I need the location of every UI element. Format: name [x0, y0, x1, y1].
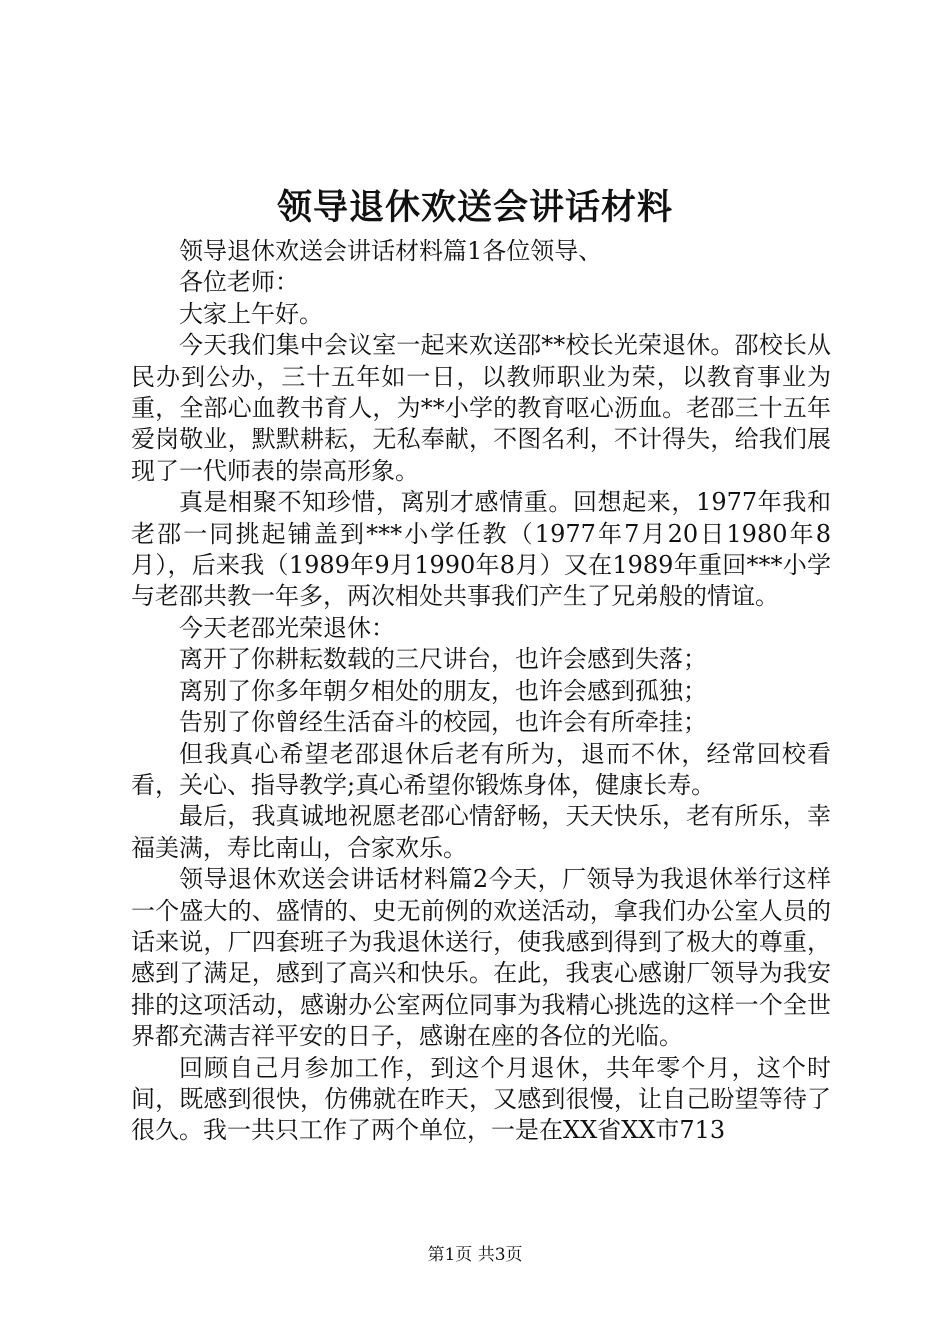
paragraph: 各位老师：	[179, 268, 299, 297]
paragraph: 领导退休欢送会讲话材料篇2今天，厂领导为我退休举行这样一个盛大的、盛情的、史无前例的欢送活动，拿我们办公室人员的话来说，厂四套班子为我退休送行，使我感到得到了极大的尊重，感到了满足，感到了高兴和快乐。在此，我衷心感谢厂领导为我安排的这项活动，感谢办公室两位同事为我精心挑选的这样一个全世界都充满吉祥平安的日子，感谢在座的各位的光临。	[131, 865, 831, 1051]
paragraph: 领导退休欢送会讲话材料篇1各位领导、	[179, 237, 603, 265]
paragraph: 今天老邵光荣退休：	[179, 613, 395, 642]
paragraph: 回顾自己月参加工作，到这个月退休，共年零个月，这个时间，既感到很快，仿佛就在昨天，又感到很慢，让自己盼望等待了很久。我一共只工作了两个单位，一是在XX省XX市713	[131, 1053, 831, 1145]
document-title: 领导退休欢送会讲话材料	[276, 187, 673, 228]
paragraph: 大家上午好。	[179, 299, 323, 328]
paragraph: 今天我们集中会议室一起来欢送邵**校长光荣退休。邵校长从民办到公办，三十五年如一日，以教师职业为荣，以教育事业为重，全部心血教书育人，为**小学的教育呕心沥血。老邵三十五年爱岗敬业，默默耕耘，无私奉献，不图名利，不计得失，给我们展现了一代师表的崇高形象。	[131, 331, 831, 485]
paragraph: 离别了你多年朝夕相处的朋友，也许会感到孤独；	[179, 676, 707, 705]
paragraph: 真是相聚不知珍惜，离别才感情重。回想起来，1977年我和老邵一同挑起铺盖到***小学任教（1977年7月20日1980年8月），后来我（1989年9月1990年8月）又在1989年重回***小学与老邵共教一年多，两次相处共事我们产生了兄弟般的情谊。	[131, 488, 831, 611]
paragraph: 但我真心希望老邵退休后老有所为，退而不休，经常回校看看，关心、指导教学;真心希望你锻炼身体，健康长寿。	[131, 739, 831, 799]
document-body	[131, 236, 831, 1147]
paragraph: 告别了你曾经生活奋斗的校园，也许会有所牵挂；	[179, 708, 707, 737]
paragraph: 最后，我真诚地祝愿老邵心情舒畅，天天快乐，老有所乐，幸福美满，寿比南山，合家欢乐。	[131, 802, 831, 862]
page-footer: 第1页 共3页	[427, 1245, 523, 1265]
paragraph: 离开了你耕耘数载的三尺讲台，也许会感到失落；	[179, 645, 707, 674]
